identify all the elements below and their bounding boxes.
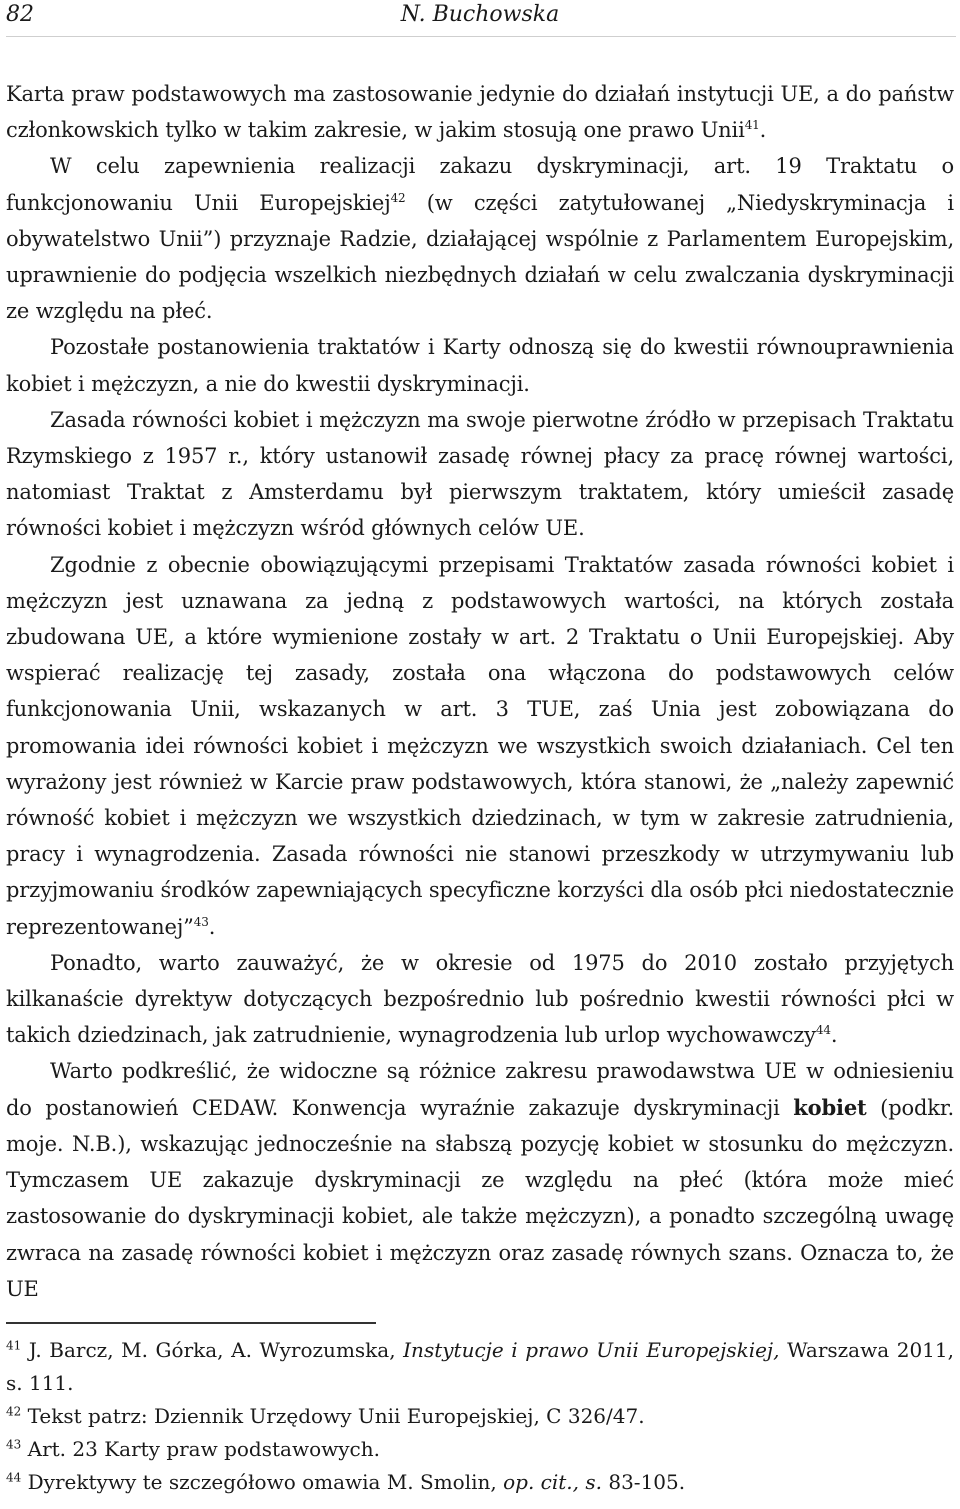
paragraph-6-text-a: Ponadto, warto zauważyć, że w okresie od 1975 do 2010 zostało przyjętych kilkanaście dyrektyw dotyczących bezpośrednio lub pośrednio kwestii równości płci w takich dziedzinach, jak zatrudnienie, wynagrodzenia lub urlop wychowawczy bbox=[6, 950, 954, 1048]
paragraph-5-text-b: . bbox=[208, 914, 216, 939]
footnote-41 bbox=[6, 1334, 954, 1400]
footnote-43 bbox=[6, 1433, 954, 1466]
footnote-ref-43[interactable]: 43 bbox=[193, 914, 209, 929]
running-head-author: N. Buchowska bbox=[400, 2, 560, 27]
footnote-ref-44[interactable]: 44 bbox=[815, 1023, 831, 1038]
footnote-text: Dyrektywy te szczegółowo omawia M. Smolin, bbox=[27, 1470, 504, 1494]
paragraph-1 bbox=[6, 76, 954, 148]
footnote-text-end: Warszawa 2011, s. 111. bbox=[6, 1338, 954, 1395]
paragraph-6 bbox=[6, 945, 954, 1054]
footnotes bbox=[6, 1334, 954, 1499]
emphasis-kobiet: kobiet bbox=[793, 1094, 867, 1120]
footnote-text: J. Barcz, M. Górka, A. Wyrozumska, bbox=[28, 1338, 404, 1362]
footnote-number: 42 bbox=[6, 1404, 22, 1419]
paragraph-5-text-a: Zgodnie z obecnie obowiązującymi przepisami Traktatów zasada równości kobiet i mężczyzn jest uznawana za jedną z podstawowych wartości, na których została zbudowana UE, a które wymienione zostały w art. 2 Traktatu o Unii Europejskiej. Aby wspierać realizację tej zasady, została ona włączona do podstawowych celów funkcjonowania Unii, wskazanych w art. 3 TUE, zaś Unia jest zobowiązana do promowania idei równości kobiet i mężczyzn we wszystkich swoich działaniach. Cel ten wyrażony jest również w Karcie praw podstawowych, która stanowi, że „należy zapewnić równość kobiet i mężczyzn we wszystkich dziedzinach, w tym w zakresie zatrudnienia, pracy i wynagrodzenia. Zasada równości nie stanowi przeszkody w utrzymywaniu lub przyjmowaniu środków zapewniających specyficzne korzyści dla osób płci niedostatecznie reprezentowanej” bbox=[6, 552, 954, 939]
paragraph-2-text-a: W celu zapewnienia realizacji zakazu dyskryminacji, art. 19 Traktatu o funkcjonowaniu Unii Europejskiej bbox=[6, 154, 954, 215]
body-text bbox=[6, 76, 954, 1307]
paragraph-7-text-b: (podkr. moje. N.B.), wskazując jednocześnie na słabszą pozycję kobiet w stosunku do mężczyzn. Tymczasem UE zakazuje dyskryminacji ze względu na płeć (która może mieć zastosowanie do dyskryminacji kobiet, ale także mężczyzn), a ponadto szczególną uwagę zwraca na zasadę równości kobiet i mężczyzn oraz zasadę równych szans. Oznacza to, że UE bbox=[6, 1095, 954, 1301]
running-header bbox=[6, 0, 954, 36]
paragraph-1-end: . bbox=[759, 118, 767, 143]
footnote-citation-italic: op. cit., s. bbox=[503, 1470, 602, 1494]
footnote-text: Tekst patrz: Dziennik Urzędowy Unii Europejskiej, C 326/47. bbox=[27, 1404, 645, 1428]
footnote-title-italic: Instytucje i prawo Unii Europejskiej, bbox=[403, 1338, 780, 1362]
paragraph-5 bbox=[6, 547, 954, 945]
footnote-number: 43 bbox=[6, 1437, 22, 1452]
footnote-text-end: 83-105. bbox=[602, 1470, 686, 1494]
footnote-44 bbox=[6, 1466, 954, 1499]
paragraph-6-text-b: . bbox=[830, 1023, 838, 1048]
footnote-text: Art. 23 Karty praw podstawowych. bbox=[27, 1437, 380, 1461]
paragraph-7-text-a: Warto podkreślić, że widoczne są różnice zakresu prawodawstwa UE w odniesieniu do postanowień CEDAW. Konwencja wyraźnie zakazuje dyskryminacji bbox=[6, 1059, 954, 1120]
paragraph-3: Pozostałe postanowienia traktatów i Karty odnoszą się do kwestii równouprawnienia kobiet i mężczyzn, a nie do kwestii dyskryminacji. bbox=[6, 335, 954, 396]
footnote-ref-41[interactable]: 41 bbox=[744, 118, 760, 133]
page-number: 82 bbox=[6, 2, 34, 27]
paragraph-2-text-b: (w części zatytułowanej „Niedyskryminacja i obywatelstwo Unii”) przyznaje Radzie, działającej wspólnie z Parlamentem Europejskim, uprawnienie do podjęcia wszelkich niezbędnych działań w celu zwalczania dyskryminacji ze względu na płeć. bbox=[6, 190, 954, 324]
footnote-number: 44 bbox=[6, 1470, 22, 1485]
footnote-divider bbox=[6, 1322, 376, 1324]
paragraph-2 bbox=[6, 148, 954, 329]
footnote-42 bbox=[6, 1400, 954, 1433]
paragraph-4: Zasada równości kobiet i mężczyzn ma swoje pierwotne źródło w przepisach Traktatu Rzymskiego z 1957 r., który ustanowił zasadę równej płacy za pracę równej wartości, natomiast Traktat z Amsterdamu był pierwszym traktatem, który umieścił zasadę równości kobiet i mężczyzn wśród głównych celów UE. bbox=[6, 407, 954, 541]
footnote-number: 41 bbox=[6, 1338, 22, 1353]
header-divider bbox=[6, 36, 956, 37]
paragraph-1-text: Karta praw podstawowych ma zastosowanie jedynie do działań instytucji UE, a do państw członkowskich tylko w takim zakresie, w jakim stosują one prawo Unii bbox=[6, 82, 954, 143]
paragraph-7 bbox=[6, 1053, 954, 1306]
footnote-ref-42[interactable]: 42 bbox=[390, 190, 406, 205]
